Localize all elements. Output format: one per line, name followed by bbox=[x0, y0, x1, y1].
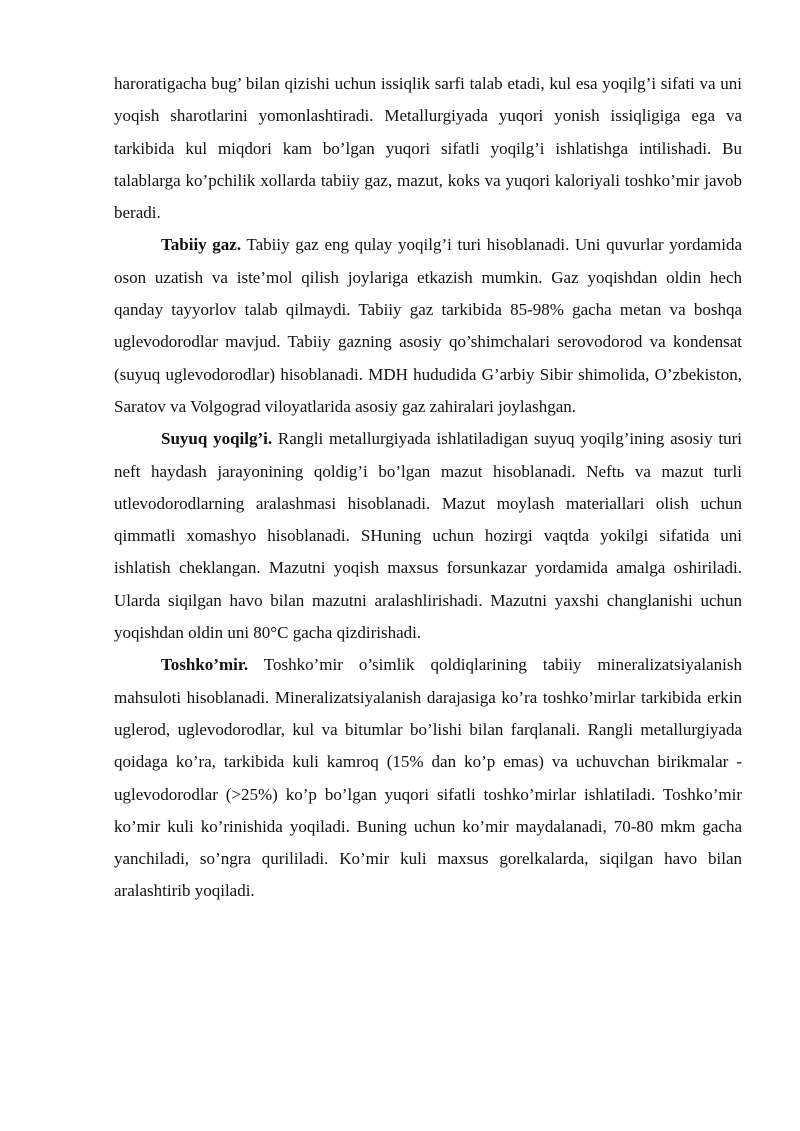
paragraph-continuation bbox=[114, 68, 742, 229]
paragraph-natural-gas bbox=[114, 229, 742, 423]
paragraph-text: Rangli metallurgiyada ishlatiladigan suyuq yoqilg’ining asosiy turi neft haydash jarayonining qoldig’i bo’lgan mazut hisoblanadi. Neftь va mazut turli utlevodorodlarning aralashmasi hisoblanadi. Mazut moylash materiallari olish uchun qimmatli xomashyo hisoblanadi. SHuning uchun hozirgi vaqtda yokilgi sifatida uni ishlatish cheklangan. Mazutni yoqish maxsus forsunkazar yordamida amalga oshiriladi. Ularda siqilgan havo bilan mazutni aralashlirishadi. Mazutni yaxshi changlanishi uchun yoqishdan oldin uni 80°C gacha qizdirishadi. bbox=[114, 429, 742, 643]
section-heading: Tabiiy gaz. bbox=[161, 235, 242, 255]
paragraph-text: Tabiiy gaz eng qulay yoqilg’i turi hisoblanadi. Uni quvurlar yordamida oson uzatish va iste’mol qilish joylariga etkazish mumkin. Gaz yoqishdan oldin hech qanday tayyorlov talab qilmaydi. Tabiiy gaz tarkibida 85-98% gacha metan va boshqa uglevodorodlar mavjud. Tabiiy gazning asosiy qo’shimchalari serovodorod va kondensat (suyuq uglevodorodlar) hisoblanadi. MDH hududida G’arbiy Sibir shimolida, O’zbekiston, Saratov va Volgograd viloyatlarida asosiy gaz zahiralari joylashgan. bbox=[114, 235, 742, 416]
paragraph-liquid-fuel bbox=[114, 423, 742, 649]
section-heading: Toshko’mir. bbox=[161, 655, 249, 675]
paragraph-text: Toshko’mir o’simlik qoldiqlarining tabiiy mineralizatsiyalanish mahsuloti hisoblanadi. Mineralizatsiyalanish darajasiga ko’ra toshko’mirlar tarkibida erkin uglerod, uglevodorodlar, kul va bitumlar bo’lishi bilan farqlanali. Rangli metallurgiyada qoidaga ko’ra, tarkibida kuli kamroq (15% dan ko’p emas) va uchuvchan birikmalar - uglevodorodlar (>25%) ko’p bo’lgan yuqori sifatli toshko’mirlar ishlatiladi. Toshko’mir ko’mir kuli ko’rinishida yoqiladi. Buning uchun ko’mir maydalanadi, 70-80 mkm gacha yanchiladi, so’ngra qurililadi. Ko’mir kuli maxsus gorelkalarda, siqilgan havo bilan aralashtirib yoqiladi. bbox=[114, 655, 742, 901]
section-heading: Suyuq yoqilg’i. bbox=[161, 429, 273, 449]
paragraph-text: haroratigacha bug’ bilan qizishi uchun issiqlik sarfi talab etadi, kul esa yoqilg’i sifati va uni yoqish sharotlarini yomonlashtiradi. Metallurgiyada yuqori yonish issiqligiga ega va tarkibida kul miqdori kam bo’lgan yuqori sifatli yoqilg’i ishlatishga intilishadi. Bu talablarga ko’pchilik xollarda tabiiy gaz, mazut, koks va yuqori kaloriyali toshko’mir javob beradi. bbox=[114, 74, 742, 223]
paragraph-coal bbox=[114, 649, 742, 907]
document-body bbox=[114, 68, 742, 908]
